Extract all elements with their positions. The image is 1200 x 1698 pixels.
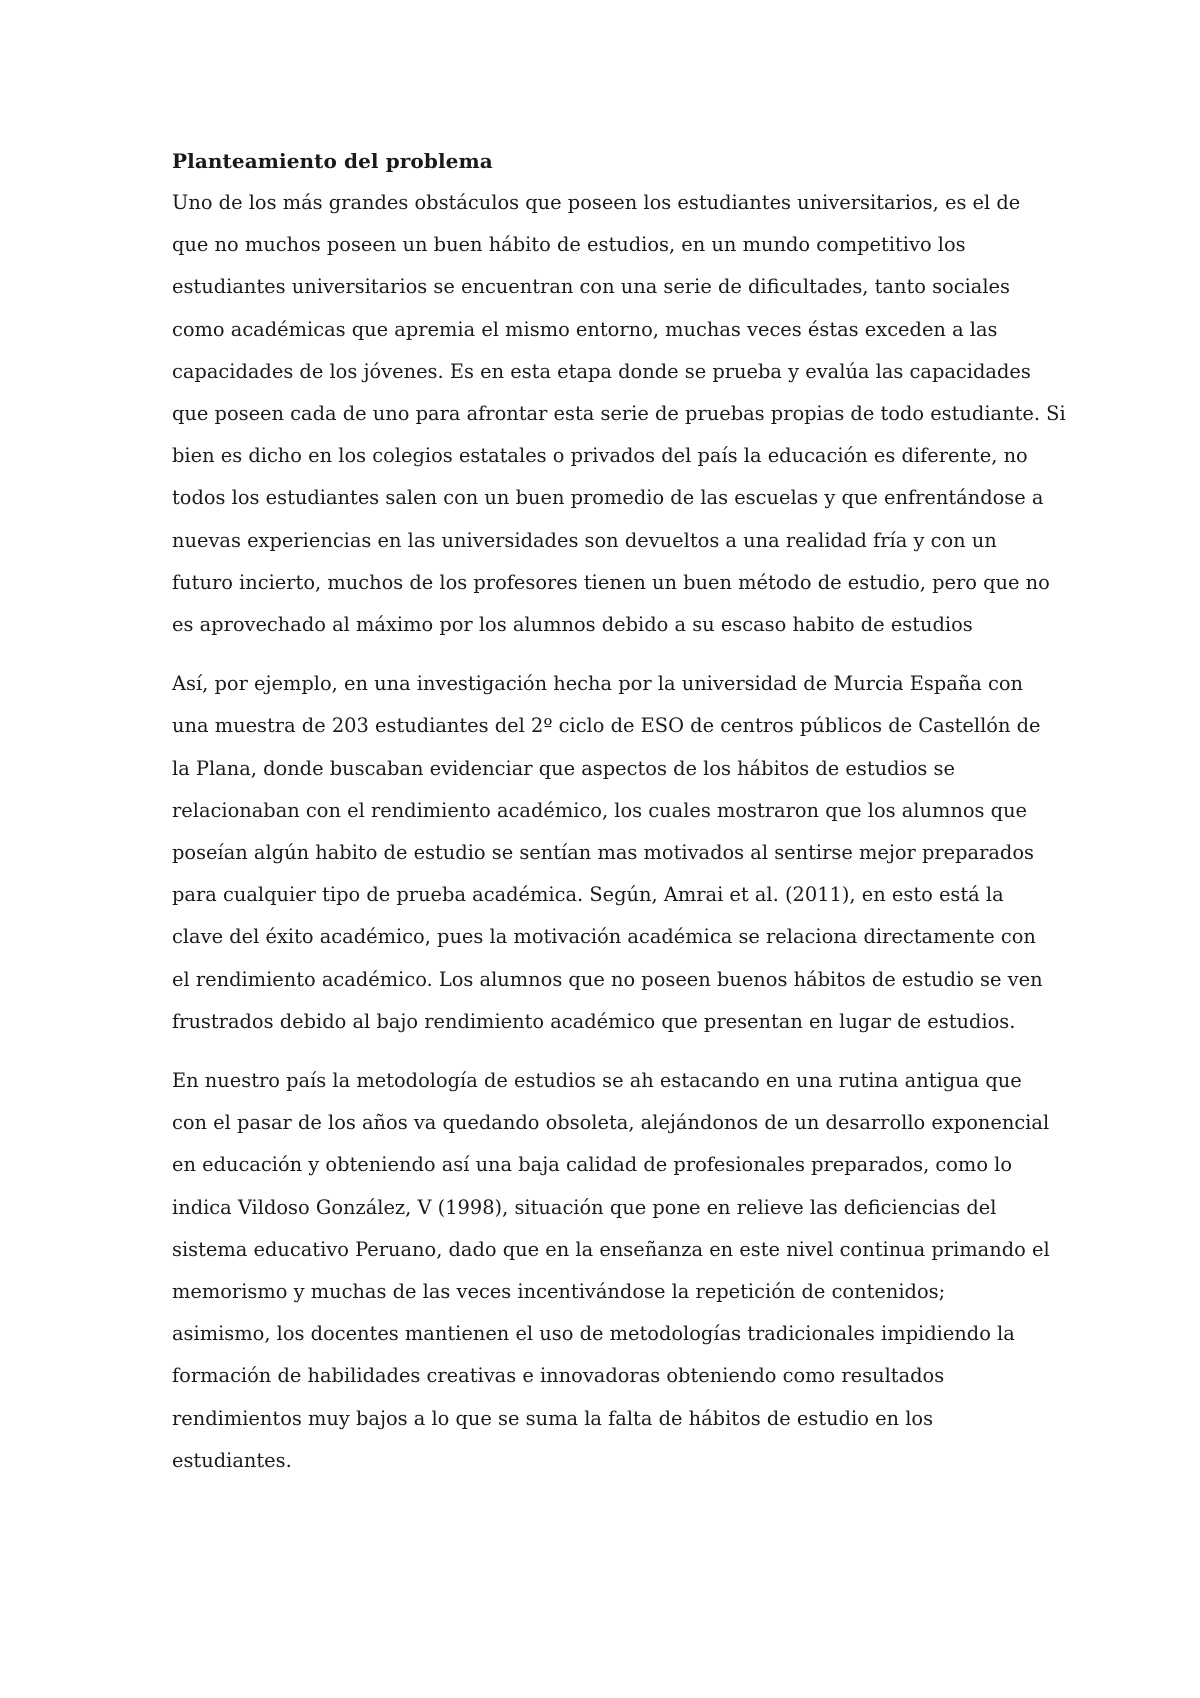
paragraph-line: indica Vildoso González, V (1998), situación que pone en relieve las deficiencias del [172,1195,997,1219]
paragraph-line: poseían algún habito de estudio se sentían mas motivados al sentirse mejor preparados [172,841,1034,865]
paragraph-line: la Plana, donde buscaban evidenciar que aspectos de los hábitos de estudios se [172,756,955,780]
paragraph-line: futuro incierto, muchos de los profesores tienen un buen método de estudio, pero que no [172,570,1050,594]
paragraph-line: Uno de los más grandes obstáculos que poseen los estudiantes universitarios, es el de [172,191,1021,214]
paragraph-line: estudiantes. [172,1448,292,1472]
paragraph-line: para cualquier tipo de prueba académica. Según, Amrai et al. (2011), en esto está la [172,883,1004,907]
paragraph-line: que poseen cada de uno para afrontar esta serie de pruebas propias de todo estudiante. Si [172,402,1066,426]
paragraph-line: memorismo y muchas de las veces incentivándose la repetición de contenidos; [172,1280,946,1304]
paragraph-line: formación de habilidades creativas e innovadoras obteniendo como resultados [172,1364,945,1388]
paragraph-line: bien es dicho en los colegios estatales o privados del país la educación es diferente, no [172,444,1028,468]
paragraph-line: asimismo, los docentes mantienen el uso de metodologías tradicionales impidiendo la [172,1322,1015,1346]
document-page [172,140,1066,1482]
paragraph-line: rendimientos muy bajos a lo que se suma la falta de hábitos de estudio en los [172,1406,934,1430]
paragraph-line: nuevas experiencias en las universidades son devueltos a una realidad fría y con un [172,528,997,552]
paragraph-line: con el pasar de los años va quedando obsoleta, alejándonos de un desarrollo exponencial [172,1111,1050,1135]
paragraph-line: estudiantes universitarios se encuentran con una serie de dificultades, tanto sociales [172,275,1010,299]
paragraph-1 [172,182,1066,646]
paragraph-line: el rendimiento académico. Los alumnos que no poseen buenos hábitos de estudio se ven [172,967,1043,991]
paragraph-line: sistema educativo Peruano, dado que en la enseñanza en este nivel continua primando el [172,1237,1050,1261]
paragraph-line: como académicas que apremia el mismo entorno, muchas veces éstas exceden a las [172,317,998,341]
paragraph-line: capacidades de los jóvenes. Es en esta etapa donde se prueba y evalúa las capacidades [172,359,1031,383]
document-title: Planteamiento del problema [172,149,493,173]
paragraph-line: es aprovechado al máximo por los alumnos debido a su escaso habito de estudios [172,613,973,637]
paragraph-line: En nuestro país la metodología de estudios se ah estacando en una rutina antigua que [172,1069,1022,1093]
paragraph-line: frustrados debido al bajo rendimiento académico que presentan en lugar de estudios. [172,1009,1016,1033]
paragraph-line: todos los estudiantes salen con un buen promedio de las escuelas y que enfrentándose a [172,486,1044,510]
paragraph-line: Así, por ejemplo, en una investigación hecha por la universidad de Murcia España con [172,672,1024,696]
paragraph-line: relacionaban con el rendimiento académico, los cuales mostraron que los alumnos que [172,798,1028,822]
paragraph-line: clave del éxito académico, pues la motivación académica se relaciona directamente con [172,925,1036,949]
paragraph-2 [172,663,1043,1043]
paragraph-3 [172,1060,1050,1482]
paragraph-line: que no muchos poseen un buen hábito de estudios, en un mundo competitivo los [172,233,966,257]
paragraph-line: en educación y obteniendo así una baja calidad de profesionales preparados, como lo [172,1153,1013,1177]
paragraph-line: una muestra de 203 estudiantes del 2º ciclo de ESO de centros públicos de Castellón de [172,714,1041,738]
